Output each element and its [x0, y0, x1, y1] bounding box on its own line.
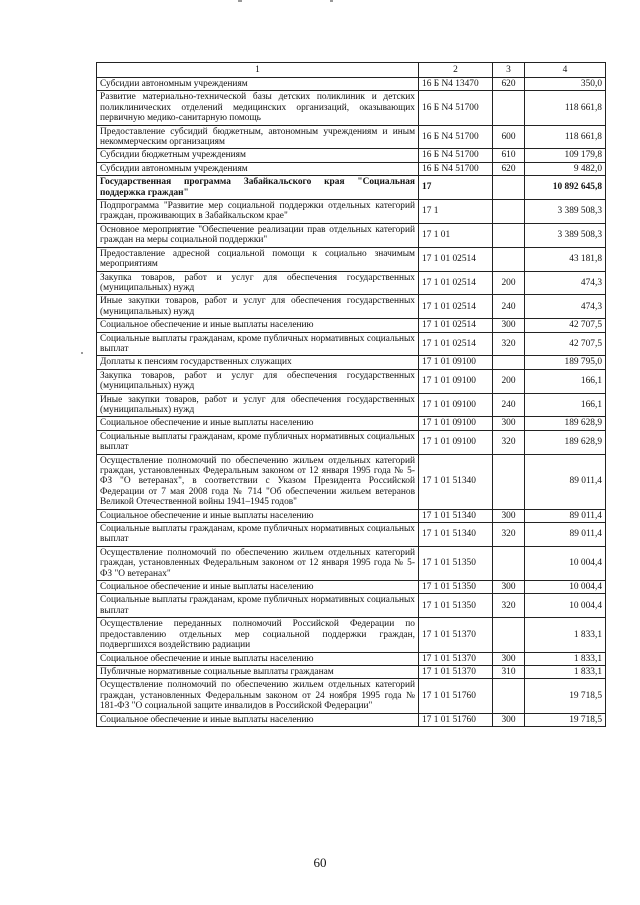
- cell-amount: 9 482,0: [525, 162, 606, 175]
- cell-vr: 200: [493, 271, 525, 295]
- cell-code: 17 1 01 51370: [419, 652, 493, 665]
- cell-vr: [493, 200, 525, 224]
- cell-code: 16 Б N4 51700: [419, 149, 493, 162]
- table-row: [97, 454, 606, 509]
- table-row: [97, 618, 606, 652]
- cell-amount: 42 707,5: [525, 319, 606, 332]
- cell-name: Социальное обеспечение и иные выплаты населению: [97, 713, 419, 726]
- table-header-row: [97, 63, 606, 78]
- cell-vr: 300: [493, 713, 525, 726]
- cell-vr: [493, 454, 525, 509]
- cell-code: 17 1 01 51340: [419, 509, 493, 522]
- cell-vr: [493, 618, 525, 652]
- cell-vr: 300: [493, 652, 525, 665]
- cell-code: 17 1 01 51350: [419, 546, 493, 580]
- cell-amount: 118 661,8: [525, 91, 606, 125]
- cell-vr: [493, 176, 525, 200]
- cell-vr: 240: [493, 393, 525, 417]
- cell-amount: 43 181,8: [525, 247, 606, 271]
- cell-amount: 474,3: [525, 271, 606, 295]
- table-row: [97, 78, 606, 91]
- table-row: [97, 509, 606, 522]
- cell-code: 16 Б N4 13470: [419, 78, 493, 91]
- cell-code: 17 1 01 51760: [419, 713, 493, 726]
- cell-code: 17 1 01 09100: [419, 430, 493, 454]
- table-row: [97, 417, 606, 430]
- cell-name: Субсидии бюджетным учреждениям: [97, 149, 419, 162]
- page-number: 60: [313, 855, 327, 870]
- table-row: [97, 523, 606, 547]
- cell-code: 17 1 01 51760: [419, 679, 493, 713]
- cell-code: 17 1 01 09100: [419, 393, 493, 417]
- cell-name: Иные закупки товаров, работ и услуг для обеспечения государственных (муниципальных) нужд: [97, 393, 419, 417]
- cell-vr: 310: [493, 665, 525, 678]
- cell-name: Социальное обеспечение и иные выплаты населению: [97, 652, 419, 665]
- cell-code: 17 1 01 02514: [419, 319, 493, 332]
- cell-amount: 189 628,9: [525, 417, 606, 430]
- cell-vr: 300: [493, 319, 525, 332]
- cell-name: Социальное обеспечение и иные выплаты населению: [97, 417, 419, 430]
- table-row: [97, 665, 606, 678]
- cell-name: Подпрограмма "Развитие мер социальной поддержки отдельных категорий граждан, проживающих в Забайкальском крае": [97, 200, 419, 224]
- cell-name: Доплаты к пенсиям государственных служащих: [97, 356, 419, 369]
- table-row: [97, 91, 606, 125]
- cell-vr: 320: [493, 594, 525, 618]
- cell-vr: 300: [493, 581, 525, 594]
- cell-code: 17 1 01 51350: [419, 581, 493, 594]
- cell-vr: 620: [493, 162, 525, 175]
- cell-code: 17 1 01 02514: [419, 332, 493, 356]
- cell-name: Осуществление полномочий по обеспечению жильем отдельных категорий граждан, установленных Федеральным законом от 12 января 1995 года № 5-ФЗ "О ветеранах": [97, 546, 419, 580]
- cell-code: 17 1: [419, 200, 493, 224]
- cell-amount: 89 011,4: [525, 454, 606, 509]
- table-row: [97, 679, 606, 713]
- cell-code: 17: [419, 176, 493, 200]
- cell-amount: 109 179,8: [525, 149, 606, 162]
- cell-name: Публичные нормативные социальные выплаты гражданам: [97, 665, 419, 678]
- cell-code: 17 1 01 51350: [419, 594, 493, 618]
- cell-name: Предоставление субсидий бюджетным, автономным учреждениям и иным некоммерческим организациям: [97, 125, 419, 149]
- cell-vr: [493, 91, 525, 125]
- cell-amount: 189 795,0: [525, 356, 606, 369]
- table-row: [97, 581, 606, 594]
- table-row: [97, 271, 606, 295]
- cell-vr: [493, 247, 525, 271]
- cell-code: 17 1 01 51340: [419, 523, 493, 547]
- cell-code: 17 1 01 02514: [419, 247, 493, 271]
- header-col-vr: 3: [493, 63, 525, 78]
- cell-amount: 350,0: [525, 78, 606, 91]
- cell-code: 16 Б N4 51700: [419, 125, 493, 149]
- cell-name: Закупка товаров, работ и услуг для обеспечения государственных (муниципальных) нужд: [97, 369, 419, 393]
- table-row: [97, 356, 606, 369]
- cell-amount: 89 011,4: [525, 523, 606, 547]
- cell-vr: 610: [493, 149, 525, 162]
- header-col-name: 1: [97, 63, 419, 78]
- scan-artifact-top: [238, 0, 242, 2]
- cell-name: Иные закупки товаров, работ и услуг для обеспечения государственных (муниципальных) нужд: [97, 295, 419, 319]
- cell-name: Предоставление адресной социальной помощи к социально значимым мероприятиям: [97, 247, 419, 271]
- table-row: [97, 176, 606, 200]
- cell-vr: 300: [493, 417, 525, 430]
- table-row: [97, 319, 606, 332]
- cell-amount: 10 004,4: [525, 546, 606, 580]
- cell-vr: 240: [493, 295, 525, 319]
- cell-amount: 166,1: [525, 369, 606, 393]
- table-row: [97, 295, 606, 319]
- cell-code: 17 1 01 51340: [419, 454, 493, 509]
- table-row: [97, 149, 606, 162]
- scan-artifact-top-2: [330, 0, 333, 2]
- cell-amount: 118 661,8: [525, 125, 606, 149]
- table-row: [97, 332, 606, 356]
- cell-name: Социальное обеспечение и иные выплаты населению: [97, 581, 419, 594]
- cell-vr: 320: [493, 523, 525, 547]
- cell-vr: 300: [493, 509, 525, 522]
- cell-vr: 600: [493, 125, 525, 149]
- cell-name: Социальные выплаты гражданам, кроме публичных нормативных социальных выплат: [97, 332, 419, 356]
- cell-name: Осуществление полномочий по обеспечению жильем отдельных категорий граждан, установленных Федеральным законом от 24 ноября 1995 года № 181-ФЗ "О социальной защите инвалидов в Российской Федерации": [97, 679, 419, 713]
- cell-amount: 474,3: [525, 295, 606, 319]
- cell-vr: 320: [493, 332, 525, 356]
- scan-artifact-left: [81, 352, 83, 354]
- table-row: [97, 652, 606, 665]
- cell-name: Закупка товаров, работ и услуг для обеспечения государственных (муниципальных) нужд: [97, 271, 419, 295]
- header-col-amount: 4: [525, 63, 606, 78]
- cell-name: Социальные выплаты гражданам, кроме публичных нормативных социальных выплат: [97, 523, 419, 547]
- cell-amount: 19 718,5: [525, 713, 606, 726]
- cell-vr: [493, 679, 525, 713]
- cell-name: Социальное обеспечение и иные выплаты населению: [97, 509, 419, 522]
- cell-amount: 1 833,1: [525, 652, 606, 665]
- cell-code: 17 1 01 09100: [419, 417, 493, 430]
- cell-amount: 3 389 508,3: [525, 223, 606, 247]
- cell-name: Развитие материально-технической базы детских поликлиник и детских поликлинических отделений медицинских организаций, оказывающих первичную медико-санитарную помощь: [97, 91, 419, 125]
- table-row: [97, 162, 606, 175]
- cell-name: Осуществление переданных полномочий Российской Федерации по предоставлению отдельных мер социальной поддержки граждан, подвергшихся воздействию радиации: [97, 618, 419, 652]
- table-row: [97, 200, 606, 224]
- table-row: [97, 369, 606, 393]
- cell-code: 16 Б N4 51700: [419, 162, 493, 175]
- cell-amount: 1 833,1: [525, 618, 606, 652]
- cell-code: 17 1 01 51370: [419, 618, 493, 652]
- cell-code: 17 1 01 02514: [419, 295, 493, 319]
- cell-amount: 10 892 645,8: [525, 176, 606, 200]
- cell-name: Социальные выплаты гражданам, кроме публичных нормативных социальных выплат: [97, 430, 419, 454]
- cell-amount: 19 718,5: [525, 679, 606, 713]
- cell-amount: 10 004,4: [525, 581, 606, 594]
- table-row: [97, 430, 606, 454]
- cell-vr: 620: [493, 78, 525, 91]
- cell-amount: 3 389 508,3: [525, 200, 606, 224]
- cell-code: 17 1 01 09100: [419, 369, 493, 393]
- cell-vr: [493, 546, 525, 580]
- cell-code: 16 Б N4 51700: [419, 91, 493, 125]
- cell-amount: 42 707,5: [525, 332, 606, 356]
- cell-code: 17 1 01 51370: [419, 665, 493, 678]
- cell-name: Основное мероприятие "Обеспечение реализации прав отдельных категорий граждан на меры социальной поддержки": [97, 223, 419, 247]
- cell-name: Социальные выплаты гражданам, кроме публичных нормативных социальных выплат: [97, 594, 419, 618]
- cell-code: 17 1 01 02514: [419, 271, 493, 295]
- cell-name: Социальное обеспечение и иные выплаты населению: [97, 319, 419, 332]
- cell-amount: 10 004,4: [525, 594, 606, 618]
- cell-name: Государственная программа Забайкальского края "Социальная поддержка граждан": [97, 176, 419, 200]
- table-body: [97, 78, 606, 727]
- cell-amount: 166,1: [525, 393, 606, 417]
- cell-code: 17 1 01: [419, 223, 493, 247]
- cell-amount: 89 011,4: [525, 509, 606, 522]
- cell-vr: [493, 223, 525, 247]
- cell-vr: 200: [493, 369, 525, 393]
- table-row: [97, 546, 606, 580]
- cell-name: Осуществление полномочий по обеспечению жильем отдельных категорий граждан, установленных Федеральным законом от 12 января 1995 года № 5-ФЗ "О ветеранах", в соответствии с Указом Президента Российской Федерации от 7 мая 2008 года № 714 "Об обеспечении жильем ветеранов Великой Отечественной войны 1941–1945 годов": [97, 454, 419, 509]
- table-row: [97, 223, 606, 247]
- table-row: [97, 594, 606, 618]
- cell-vr: 320: [493, 430, 525, 454]
- cell-vr: [493, 356, 525, 369]
- table-row: [97, 247, 606, 271]
- table-row: [97, 125, 606, 149]
- cell-name: Субсидии автономным учреждениям: [97, 78, 419, 91]
- budget-table: [96, 62, 606, 727]
- cell-name: Субсидии автономным учреждениям: [97, 162, 419, 175]
- cell-code: 17 1 01 09100: [419, 356, 493, 369]
- header-col-code: 2: [419, 63, 493, 78]
- cell-amount: 189 628,9: [525, 430, 606, 454]
- table-row: [97, 393, 606, 417]
- cell-amount: 1 833,1: [525, 665, 606, 678]
- table-row: [97, 713, 606, 726]
